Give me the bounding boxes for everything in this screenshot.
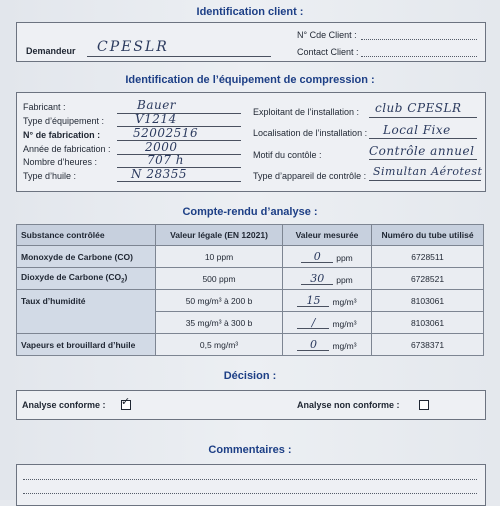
localisation-underline <box>369 138 477 139</box>
unit-label: ppm <box>336 274 353 285</box>
comment-line <box>23 493 477 494</box>
substance-subscript: 2 <box>121 278 125 285</box>
decision-box <box>16 390 486 420</box>
measured-value: / <box>297 317 329 329</box>
tube-number-cell: 8103061 <box>372 290 484 312</box>
localisation-label: Localisation de l’installation : <box>253 128 368 138</box>
exploitant-underline <box>369 117 477 118</box>
type-appareil-label: Type d’appareil de contrôle : <box>253 171 367 181</box>
motif-controle-label: Motif du contôle : <box>253 150 322 160</box>
tube-number-cell: 8103061 <box>372 312 484 334</box>
header-valeur-legale: Valeur légale (EN 12021) <box>156 225 283 246</box>
demandeur-value[interactable]: CPESLR <box>97 39 169 55</box>
equipement-box <box>16 92 486 192</box>
measured-value: 30 <box>301 273 333 285</box>
nombre-heures-label: Nombre d’heures : <box>23 157 98 167</box>
comment-line <box>23 479 477 480</box>
client-box <box>16 22 486 62</box>
exploitant-label: Exploitant de l’installation : <box>253 107 360 117</box>
substance-cell: Vapeurs et brouillard d’huile <box>17 334 156 356</box>
analyse-non-conforme-checkbox[interactable] <box>419 400 429 410</box>
type-appareil-underline <box>369 180 481 181</box>
type-equipement-label: Type d’équipement : <box>23 116 105 126</box>
type-huile-value[interactable]: N 28355 <box>131 167 187 181</box>
numero-fabrication-value[interactable]: 52002516 <box>133 126 199 140</box>
analyse-non-conforme-label: Analyse non conforme : <box>297 400 400 410</box>
nombre-heures-value[interactable]: 707 h <box>147 153 184 167</box>
decision-title: Décision : <box>223 370 277 382</box>
motif-controle-underline <box>369 159 477 160</box>
legal-value-cell: 0,5 mg/m³ <box>156 334 283 356</box>
legal-value-cell: 10 ppm <box>156 246 283 268</box>
measured-value-cell[interactable] <box>283 290 372 312</box>
unit-label: mg/m³ <box>332 296 357 307</box>
contact-client-field[interactable] <box>361 56 477 57</box>
table-row <box>17 268 484 290</box>
tube-number-cell: 6728511 <box>372 246 484 268</box>
measured-value: 15 <box>297 295 329 307</box>
table-row <box>17 290 484 312</box>
substance-cell: Taux d’humidité <box>17 290 156 334</box>
numero-fabrication-underline <box>117 140 241 141</box>
measured-value: 0 <box>301 251 333 263</box>
table-row <box>17 334 484 356</box>
measured-value: 0 <box>297 339 329 351</box>
header-substance: Substance contrôlée <box>17 225 156 246</box>
measured-value-cell[interactable] <box>283 312 372 334</box>
demandeur-underline <box>87 56 271 57</box>
tube-number-cell: 6738371 <box>372 334 484 356</box>
substance-text: Dioxyde de Carbone (CO <box>21 272 122 283</box>
type-equipement-value[interactable]: V1214 <box>135 112 177 126</box>
legal-value-cell: 35 mg/m³ à 300 b <box>156 312 283 334</box>
contact-client-label: Contact Client : <box>297 47 359 57</box>
analyse-conforme-label: Analyse conforme : <box>22 400 106 410</box>
substance-cell: Monoxyde de Carbone (CO) <box>17 246 156 268</box>
fabricant-value[interactable]: Bauer <box>137 98 177 112</box>
fabricant-label: Fabricant : <box>23 102 66 112</box>
unit-label: mg/m³ <box>332 340 357 351</box>
table-header-row <box>17 225 484 246</box>
unit-label: ppm <box>336 252 353 263</box>
cde-client-label: N° Cde Client : <box>297 30 357 40</box>
commentaires-title: Commentaires : <box>208 444 292 456</box>
legal-value-cell: 500 ppm <box>156 268 283 290</box>
unit-label: mg/m³ <box>332 318 357 329</box>
cde-client-field[interactable] <box>361 39 477 40</box>
type-huile-label: Type d’huile : <box>23 171 77 181</box>
compte-rendu-title: Compte-rendu d’analyse : <box>182 206 318 218</box>
tube-number-cell: 6728521 <box>372 268 484 290</box>
measured-value-cell[interactable] <box>283 246 372 268</box>
type-huile-underline <box>117 181 241 182</box>
table-row <box>17 246 484 268</box>
type-appareil-value[interactable]: Simultan Aérotest <box>373 165 483 178</box>
demandeur-label: Demandeur <box>26 46 76 56</box>
numero-fabrication-label: N° de fabrication : <box>23 130 101 140</box>
check-mark-icon: ✓ <box>121 395 131 408</box>
equipement-title: Identification de l’équipement de compression : <box>125 74 375 86</box>
exploitant-value[interactable]: club CPESLR <box>375 101 462 115</box>
localisation-value[interactable]: Local Fixe <box>383 123 451 137</box>
motif-controle-value[interactable]: Contrôle annuel <box>369 144 475 158</box>
annee-fabrication-label: Année de fabrication : <box>23 144 111 154</box>
substance-end: ) <box>124 272 128 283</box>
measured-value-cell[interactable] <box>283 268 372 290</box>
header-numero-tube: Numéro du tube utilisé <box>372 225 484 246</box>
identification-client-title: Identification client : <box>196 6 304 18</box>
header-valeur-mesuree: Valeur mesurée <box>283 225 372 246</box>
measured-value-cell[interactable] <box>283 334 372 356</box>
legal-value-cell: 50 mg/m³ à 200 b <box>156 290 283 312</box>
annee-fabrication-value[interactable]: 2000 <box>145 140 178 154</box>
analysis-table <box>16 224 484 356</box>
substance-cell <box>17 268 156 290</box>
